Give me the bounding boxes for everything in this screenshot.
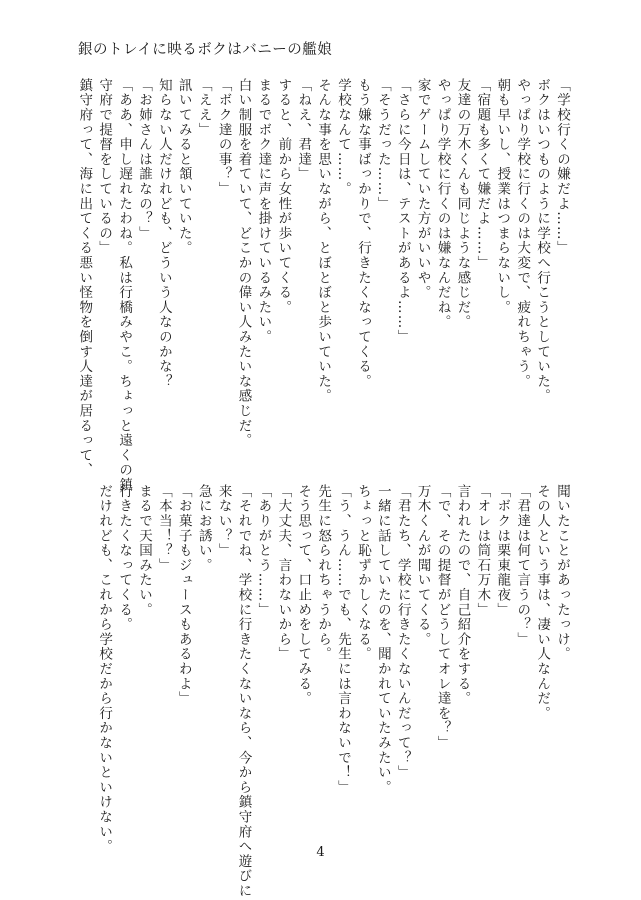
text-block-upper: [73, 78, 571, 493]
text-line: その人という事は、凄い人なんだ。: [534, 484, 551, 721]
text-line: 「ボク達の事？」: [215, 78, 232, 197]
text-line: ボクはいつものように学校へ行こうとしていた。: [534, 78, 551, 404]
text-line: 「宿題も多くて嫌だよ……」: [474, 78, 491, 271]
text-line: 先生に怒られちゃうから。: [315, 484, 332, 662]
text-line: 「ああ、申し遅れたわね。私は行橋みやこ。ちょっと遠くの鎮: [116, 78, 133, 493]
text-block-lower: [93, 484, 571, 899]
text-line: 言われたので、自己紹介をする。: [454, 484, 471, 706]
text-line: 行きたくなってくる。: [116, 484, 133, 632]
text-line: 守府で提督をしているの」: [96, 78, 113, 256]
page-number: 4: [316, 845, 325, 860]
text-line: 友達の万木くんも同じような感じだ。: [454, 78, 471, 330]
text-line: 「君達は何て言うの？」: [514, 484, 531, 647]
text-line: 家でゲームしていた方がいいや。: [414, 78, 431, 300]
text-line: そんな事を思いながら、とぼとぼと歩いていた。: [315, 78, 332, 404]
text-line: 「それでね、学校に行きたくないなら、今から鎮守府へ遊びに: [235, 484, 252, 899]
text-line: 「本当！？」: [155, 484, 172, 573]
text-line: 「ボクは栗東龍夜」: [494, 484, 511, 618]
text-line: 「ええ」: [195, 78, 212, 138]
text-line: 「お菓子もジュースもあるわよ」: [175, 484, 192, 706]
text-line: 「ねえ、君達」: [295, 78, 312, 182]
text-line: 来ない？」: [215, 484, 232, 558]
text-line: 万木くんが聞いてくる。: [414, 484, 431, 647]
text-line: 朝も早いし、授業はつまらないし。: [494, 78, 511, 315]
text-line: 「学校行くの嫌だよ……」: [554, 78, 570, 256]
text-line: 学校なんて……。: [335, 78, 352, 197]
text-line: 急にお誘い。: [195, 484, 212, 573]
text-line: 「そうだった……」: [374, 78, 391, 212]
text-line: 一緒に話していたのを、聞かれていたみたい。: [374, 484, 391, 795]
text-line: 知らない人だけれども、どういう人なのかな？: [155, 78, 172, 389]
text-line: まるで天国みたい。: [135, 484, 152, 618]
text-line: 白い制服を着ていて、どこかの偉い人みたいな感じだ。: [235, 78, 252, 448]
text-line: 訊いてみると頷いていた。: [175, 78, 192, 256]
text-line: 「君たち、学校に行きたくないんだって？」: [394, 484, 411, 780]
text-line: そう思って、口止めをしてみる。: [295, 484, 312, 706]
text-line: もう嫌な事ばっかりで、行きたくなってくる。: [354, 78, 371, 389]
text-line: やっぱり学校に行くのは大変で、疲れちゃう。: [514, 78, 531, 389]
text-line: すると、前から女性が歩いてくる。: [275, 78, 292, 315]
text-line: 聞いたことがあったっけ。: [554, 484, 570, 662]
text-line: 「で、その提督がどうしてオレ達を？」: [434, 484, 451, 751]
text-line: 「う、うん……でも、先生には言わないで！」: [335, 484, 352, 795]
text-line: 「ありがとう……」: [255, 484, 272, 618]
text-line: 「大丈夫、言わないから」: [275, 484, 292, 662]
text-line: ちょっと恥ずかしくなる。: [354, 484, 371, 662]
text-line: 「さらに今日は、テストがあるよ……」: [394, 78, 411, 345]
text-line: やっぱり学校に行くのは嫌なんだね。: [434, 78, 451, 330]
text-line: だけれども、これから学校だから行かないといけない。: [96, 484, 113, 854]
running-header-title: 銀のトレイに映るボクはバニーの艦娘: [78, 42, 333, 58]
text-line: 「オレは筒石万木」: [474, 484, 491, 618]
text-line: 鎮守府って、海に出てくる悪い怪物を倒す人達が居るって、: [76, 78, 93, 478]
text-line: 「お姉さんは誰なの？」: [135, 78, 152, 241]
text-line: まるでボク達に声を掛けているみたい。: [255, 78, 272, 345]
